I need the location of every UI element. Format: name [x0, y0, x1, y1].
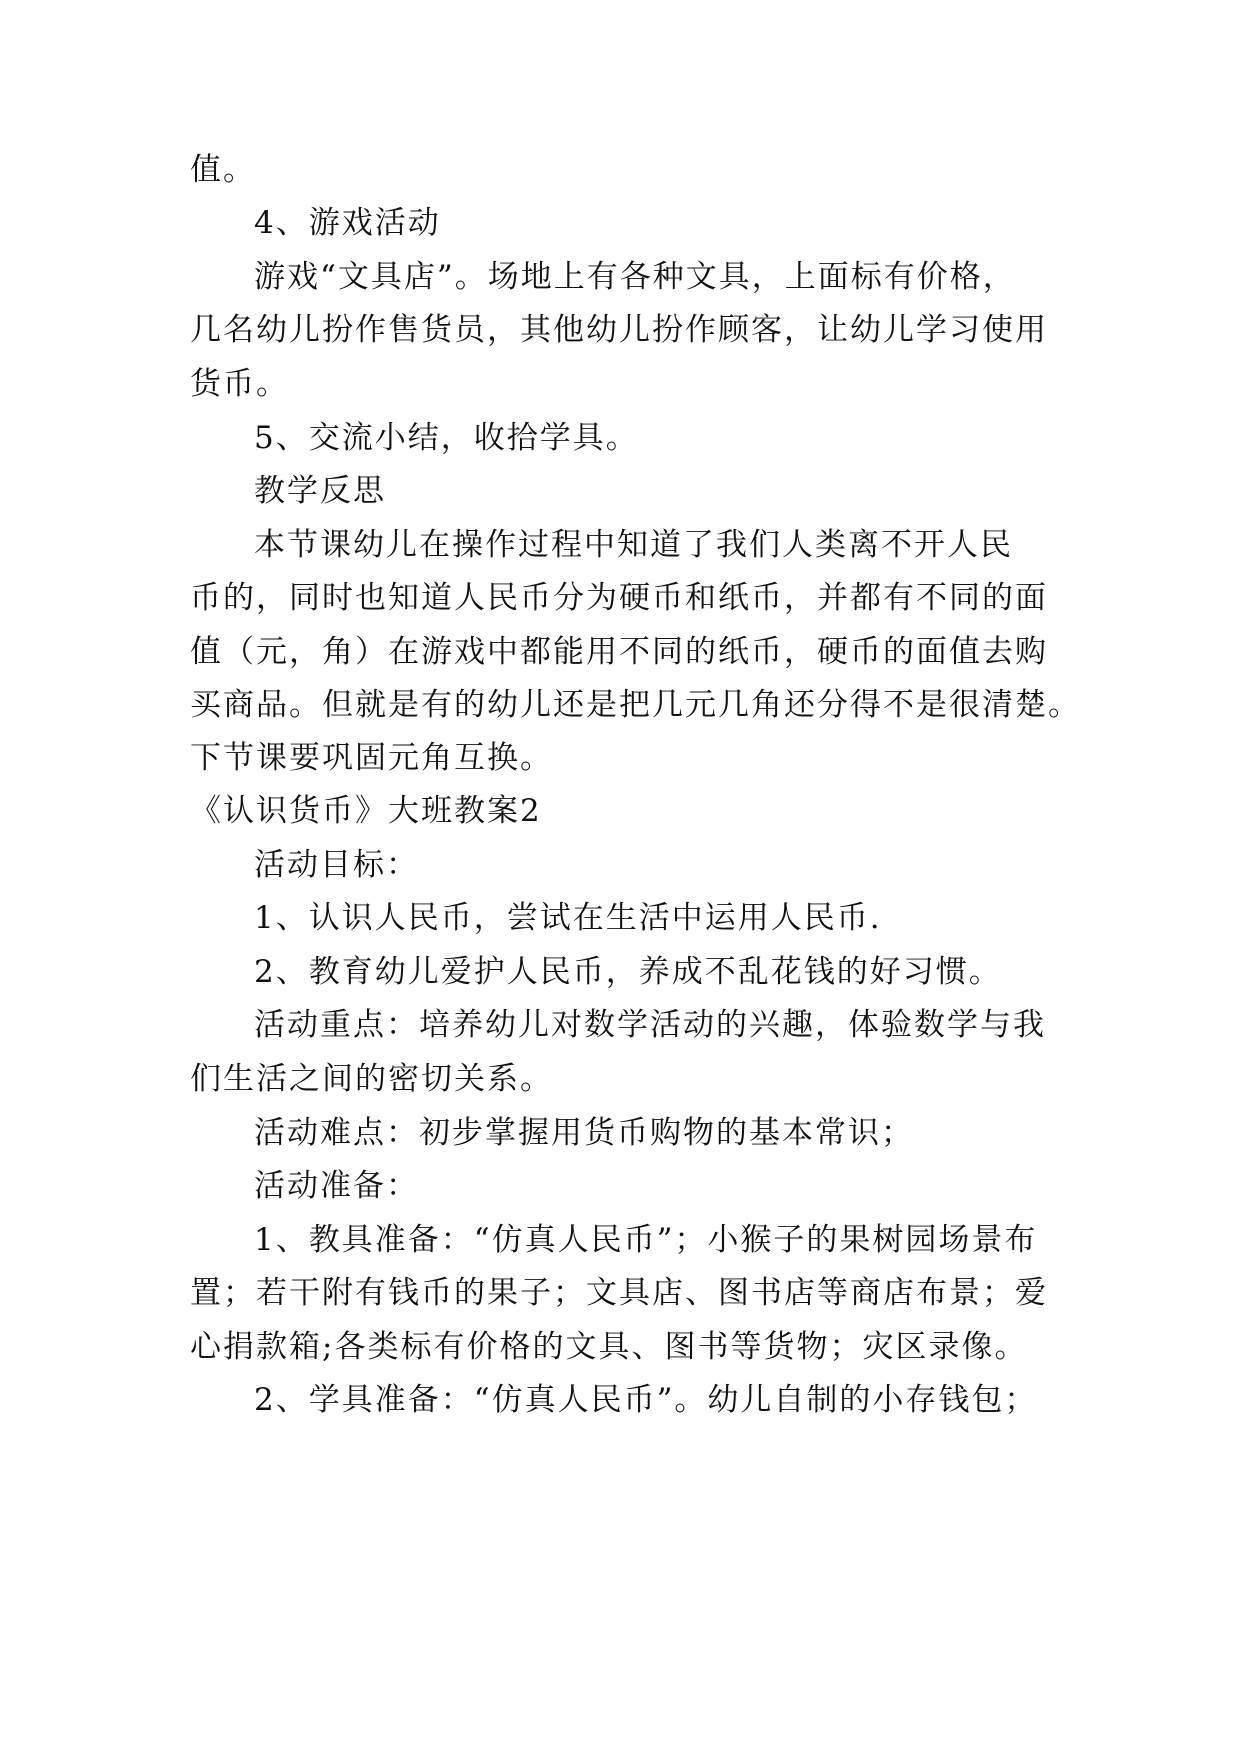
section-heading: 教学反思 [254, 473, 386, 509]
text-line: 置；若干附有钱币的果子；文具店、图书店等商店布景；爱 [190, 1275, 1048, 1311]
text-line: 2、学具准备：“仿真人民币”。幼儿自制的小存钱包； [254, 1382, 1038, 1418]
text-line: 几名幼儿扮作售货员，其他幼儿扮作顾客，让幼儿学习使用 [190, 312, 1048, 348]
text-line: 下节课要巩固元角互换。 [190, 740, 553, 776]
text-line: 活动难点：初步掌握用货币购物的基本常识； [254, 1115, 914, 1151]
text-line: 值（元，角）在游戏中都能用不同的纸币，硬币的面值去购 [190, 634, 1048, 670]
text-line: 货币。 [190, 366, 289, 402]
text-line: 们生活之间的密切关系。 [190, 1061, 553, 1097]
text-line: 值。 [190, 152, 256, 188]
section-heading: 活动目标： [254, 847, 419, 883]
document-title: 《认识货币》大班教案2 [190, 793, 542, 829]
text-line: 1、认识人民币，尝试在生活中运用人民币. [254, 900, 882, 936]
text-line: 活动重点：培养幼儿对数学活动的兴趣，体验数学与我 [254, 1007, 1046, 1043]
section-heading: 4、游戏活动 [254, 205, 441, 241]
text-line: 心捐款箱;各类标有价格的文具、图书等货物；灾区录像。 [190, 1329, 1028, 1365]
text-line: 游戏“文具店”。场地上有各种文具，上面标有价格， [254, 259, 1016, 295]
section-heading: 活动准备： [254, 1168, 419, 1204]
text-line: 2、教育幼儿爱护人民币，养成不乱花钱的好习惯。 [254, 954, 1002, 990]
text-line: 本节课幼儿在操作过程中知道了我们人类离不开人民 [254, 527, 1013, 563]
section-heading: 5、交流小结，收拾学具。 [254, 420, 639, 456]
text-line: 1、教具准备：“仿真人民币”；小猴子的果树园场景布 [254, 1222, 1038, 1258]
text-line: 币的，同时也知道人民币分为硬币和纸币，并都有不同的面 [190, 580, 1048, 616]
text-line: 买商品。但就是有的幼儿还是把几元几角还分得不是很清楚。 [190, 687, 1081, 723]
